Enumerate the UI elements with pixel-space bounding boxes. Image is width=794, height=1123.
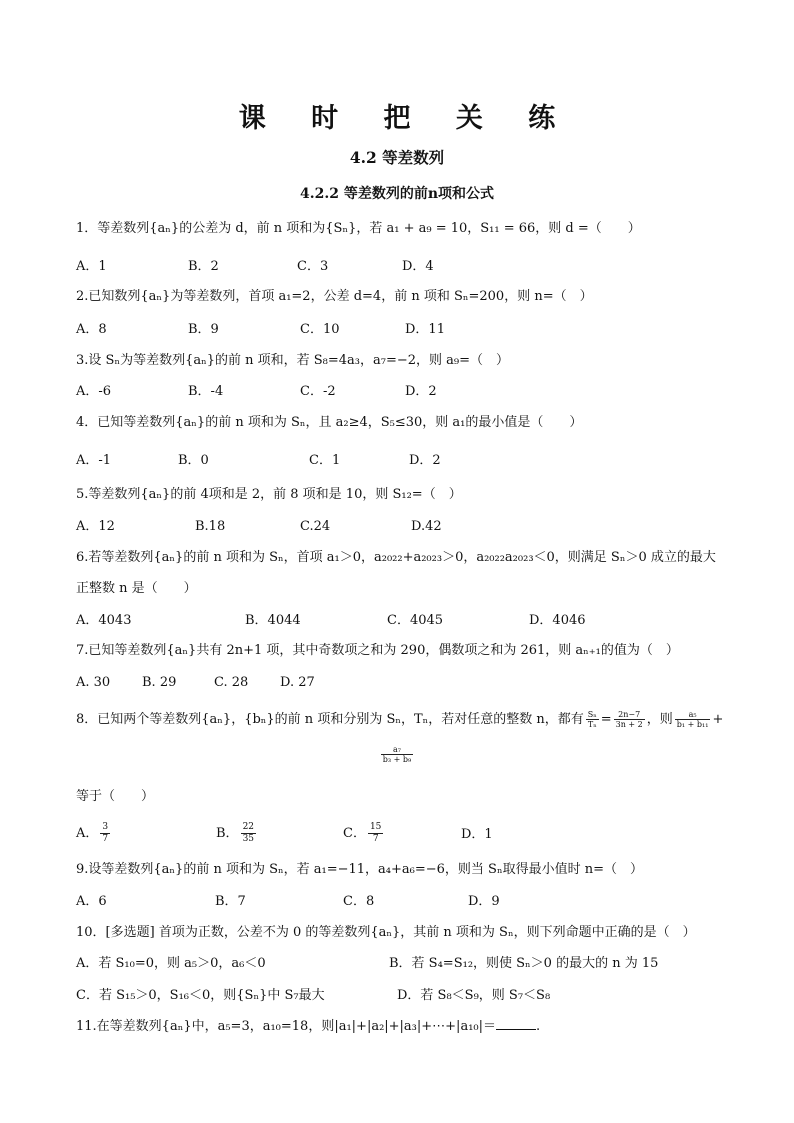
chapter-title: 4.2 等差数列 <box>349 148 445 167</box>
question-8-stem: 8．已知两个等差数列{aₙ}，{bₙ}的前 n 项和分别为 Sₙ，Tₙ，若对任意的整数 n，都有 $\frac{\text{Sₙ}}{\text{Tₙ}}$ = $\frac{2n-7}{3n + 2}$ ，则 $\frac{\text{a₅}}{\text{b₁ + b₁₁}}$ + <box>76 710 724 729</box>
q3-option-a: A．-6 <box>76 384 112 399</box>
q8-option-d: D．1 <box>461 827 493 842</box>
q6-option-c: C．4045 <box>387 613 444 628</box>
q8-option-a: A． $\frac{3}{7}$ <box>76 822 109 844</box>
q7-option-d: D. 27 <box>280 675 315 690</box>
q9-option-a: A．6 <box>76 894 107 909</box>
q10-option-b: B．若 S₄=S₁₂，则使 Sₙ＞0 的最大的 n 为 15 <box>389 956 659 971</box>
answer-blank[interactable] <box>496 1029 536 1030</box>
question-2-stem: 2.已知数列{aₙ}为等差数列，首项 a₁=2，公差 d=4，前 n 项和 Sₙ=200，则 n=（ ） <box>76 289 593 304</box>
q3-option-b: B．-4 <box>188 384 224 399</box>
question-9-stem: 9.设等差数列{aₙ}的前 n 项和为 Sₙ，若 a₁=−11，a₄+a₆=−6，则当 Sₙ取得最小值时 n=（ ） <box>76 862 643 877</box>
question-6-stem-line2: 正整数 n 是（ ） <box>76 581 197 596</box>
q4-option-d: D．2 <box>409 453 441 468</box>
q5-option-d: D.42 <box>411 519 442 534</box>
q1-option-d: D．4 <box>402 259 434 274</box>
question-5-stem: 5.等差数列{aₙ}的前 4项和是 2，前 8 项和是 10，则 S₁₂=（ ） <box>76 487 462 502</box>
q8-tail: 等于（ ） <box>76 789 155 804</box>
main-title: 课 时 把 关 练 <box>238 103 574 134</box>
q1-option-c: C．3 <box>297 259 329 274</box>
question-6-stem-line1: 6.若等差数列{aₙ}的前 n 项和为 Sₙ，首项 a₁＞0，a₂₀₂₂+a₂₀₂₃＞0，a₂₀₂₂a₂₀₂₃＜0，则满足 Sₙ＞0 成立的最大 <box>76 550 716 565</box>
q8-fraction-a5: $\frac{\text{a₅}}{\text{b₁ + b₁₁}}$ <box>676 710 709 729</box>
question-1-stem: 1．等差数列{aₙ}的公差为 d，前 n 项和为{Sₙ}，若 a₁ + a₉ = 10，S₁₁ = 66，则 d =（ ） <box>76 221 641 236</box>
q5-option-b: B.18 <box>195 519 226 534</box>
q8-fraction-s-over-t: $\frac{\text{Sₙ}}{\text{Tₙ}}$ <box>587 710 597 729</box>
q8-fraction-ratio: $\frac{2n-7}{3n + 2}$ <box>615 710 643 729</box>
q10-option-d: D．若 S₈＜S₉，则 S₇＜S₈ <box>397 988 551 1003</box>
q9-option-b: B．7 <box>215 894 246 909</box>
q5-option-c: C.24 <box>300 519 331 534</box>
q6-option-b: B．4044 <box>245 613 301 628</box>
q7-option-c: C. 28 <box>214 675 249 690</box>
question-11-stem: 11.在等差数列{aₙ}中，a₅=3，a₁₀=18，则|a₁|+|a₂|+|a₃|+⋯+|a₁₀|＝ . <box>76 1019 541 1034</box>
q8-second-fraction-line <box>0 745 794 764</box>
q2-option-a: A．8 <box>76 322 107 337</box>
q8-fraction-a7: $\frac{\text{a₇}}{\text{b₃ + b₉}}$ <box>382 745 412 764</box>
q3-option-c: C．-2 <box>300 384 336 399</box>
q4-option-a: A．-1 <box>76 453 112 468</box>
question-4-stem: 4．已知等差数列{aₙ}的前 n 项和为 Sₙ，且 a₂≥4，S₅≤30，则 a₁的最小值是（ ） <box>76 415 583 430</box>
q2-option-d: D．11 <box>405 322 445 337</box>
q8-option-b: B． $\frac{22}{35}$ <box>216 822 255 844</box>
q9-option-c: C．8 <box>343 894 375 909</box>
q9-option-d: D．9 <box>468 894 500 909</box>
q2-option-b: B．9 <box>188 322 219 337</box>
q2-option-c: C．10 <box>300 322 340 337</box>
q6-option-d: D．4046 <box>529 613 586 628</box>
q10-option-a: A．若 S₁₀=0，则 a₅＞0，a₆＜0 <box>76 956 266 971</box>
question-7-stem: 7.已知等差数列{aₙ}共有 2n+1 项，其中奇数项之和为 290，偶数项之和为 261，则 aₙ₊₁的值为（ ） <box>76 643 679 658</box>
q8-stem-text: 8．已知两个等差数列{aₙ}，{bₙ}的前 n 项和分别为 Sₙ，Tₙ，若对任意的整数 n，都有 <box>76 712 584 727</box>
q7-option-b: B. 29 <box>142 675 177 690</box>
q1-option-a: A．1 <box>76 259 107 274</box>
q6-option-a: A．4043 <box>76 613 132 628</box>
q4-option-c: C．1 <box>309 453 341 468</box>
question-10-stem: 10．[多选题] 首项为正数，公差不为 0 的等差数列{aₙ}，其前 n 项和为 Sₙ，则下列命题中正确的是（ ） <box>76 925 696 940</box>
q3-option-d: D．2 <box>405 384 437 399</box>
question-3-stem: 3.设 Sₙ为等差数列{aₙ}的前 n 项和，若 S₈=4a₃，a₇=−2，则 a₉=（ ） <box>76 353 509 368</box>
q4-option-b: B．0 <box>178 453 209 468</box>
q1-option-b: B．2 <box>188 259 219 274</box>
q5-option-a: A．12 <box>76 519 115 534</box>
q10-option-c: C．若 S₁₅＞0，S₁₆＜0，则{Sₙ}中 S₇最大 <box>76 988 325 1003</box>
section-title: 4.2.2 等差数列的前n项和公式 <box>299 186 495 202</box>
q8-option-c: C． $\frac{15}{7}$ <box>343 822 382 844</box>
q7-option-a: A. 30 <box>76 675 111 690</box>
